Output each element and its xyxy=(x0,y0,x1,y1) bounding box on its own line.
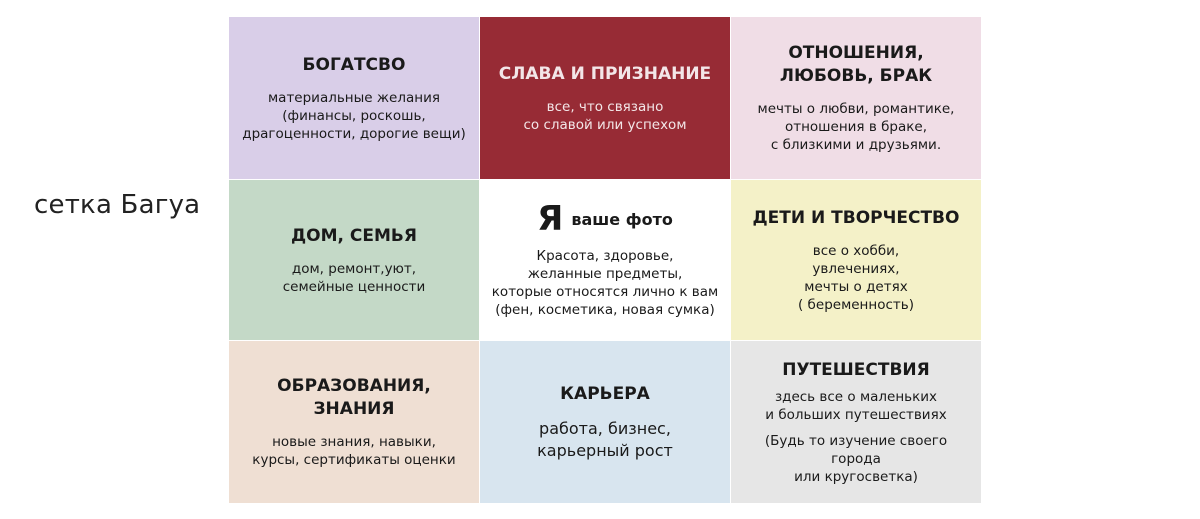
cell-title: ДОМ, СЕМЬЯ xyxy=(291,225,417,246)
self-letter: Я xyxy=(537,199,564,239)
cell-description: здесь все о маленьких и больших путешествиях xyxy=(765,388,947,423)
cell-title: ПУТЕШЕСТВИЯ xyxy=(782,359,930,380)
cell-education xyxy=(229,341,479,503)
photo-placeholder-label: ваше фото xyxy=(571,209,673,229)
cell-family xyxy=(229,180,479,340)
cell-title: БОГАТСВО xyxy=(302,54,406,75)
cell-self xyxy=(480,180,730,340)
cell-fame xyxy=(480,17,730,179)
cell-children-creativity xyxy=(731,180,981,340)
cell-relationships xyxy=(731,17,981,179)
cell-travel xyxy=(731,341,981,503)
cell-description: дом, ремонт,уют, семейные ценности xyxy=(282,260,426,295)
cell-description: мечты о любви, романтике, отношения в браке, с близкими и друзьями. xyxy=(757,101,955,153)
cell-description: все, что связано со славой или успехом xyxy=(523,98,687,133)
cell-wealth xyxy=(229,17,479,179)
cell-description-extra: (Будь то изучение своего города или кругосветка) xyxy=(764,432,948,485)
bagua-grid xyxy=(229,17,981,503)
cell-description: новые знания, навыки, курсы, сертификаты оценки xyxy=(252,434,456,468)
self-heading xyxy=(537,201,673,237)
cell-description: Красота, здоровье, желанные предметы, которые относятся лично к вам (фен, косметика, новая сумка) xyxy=(491,248,719,318)
cell-title: ДЕТИ И ТВОРЧЕСТВО xyxy=(752,207,960,228)
cell-title: СЛАВА И ПРИЗНАНИЕ xyxy=(498,63,712,84)
cell-career xyxy=(480,341,730,503)
cell-title: КАРЬЕРА xyxy=(560,383,650,404)
cell-title: ОБРАЗОВАНИЯ, ЗНАНИЯ xyxy=(277,376,431,419)
cell-description: материальные желания (финансы, роскошь, драгоценности, дорогие вещи) xyxy=(242,89,466,142)
cell-title: ОТНОШЕНИЯ, ЛЮБОВЬ, БРАК xyxy=(779,43,933,86)
cell-description: все о хобби, увлечениях, мечты о детях ( беременность) xyxy=(798,242,914,313)
cell-description: работа, бизнес, карьерный рост xyxy=(537,418,673,460)
grid-caption: сетка Багуа xyxy=(34,190,201,220)
